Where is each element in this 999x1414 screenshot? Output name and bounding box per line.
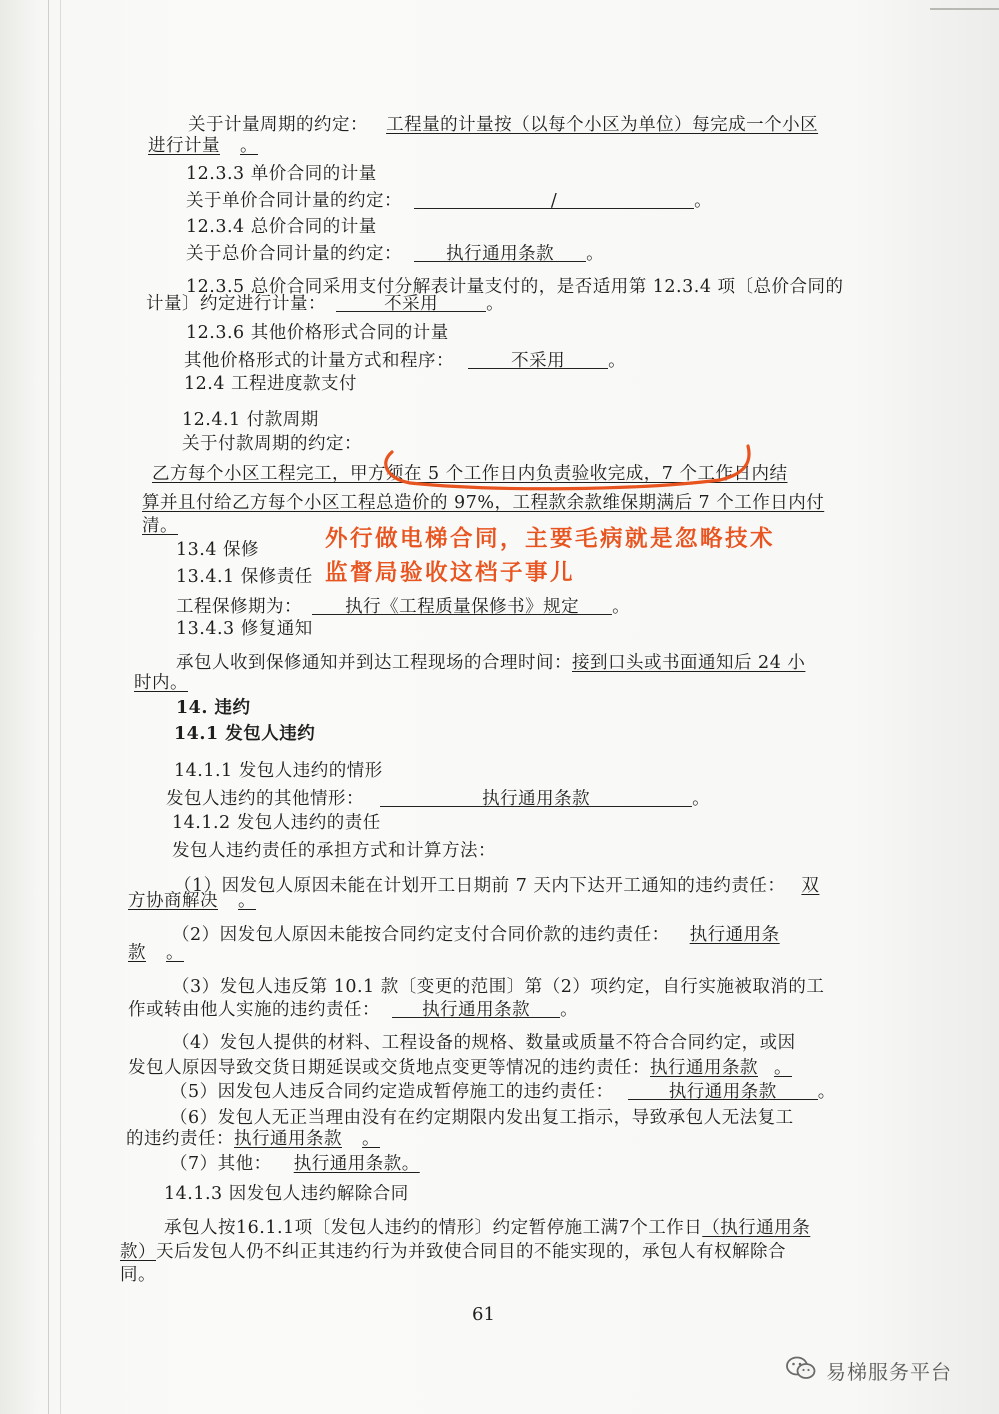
underlined-value: 双 <box>801 876 820 896</box>
scan-edge-line <box>48 0 49 1414</box>
text-line <box>186 190 712 212</box>
underlined-value: 执行通用条款 <box>650 1058 758 1078</box>
text-line <box>176 652 805 674</box>
fill-blank: / <box>414 190 694 209</box>
underlined-value: （执行通用条 <box>702 1218 811 1238</box>
underlined-value: 。 <box>401 1154 420 1174</box>
line-text: （1）因发包人原因未能在计划开工日期前 7 天内下达开工通知的违约责任： <box>174 876 786 896</box>
text-line <box>148 135 258 157</box>
text-line: （6）发包人无正当理由没有在约定期限内发出复工指示，导致承包人无法复工 <box>170 1108 794 1128</box>
underlined-value: 执行通用条款 <box>234 1129 342 1149</box>
text-line <box>176 596 630 618</box>
text-line <box>128 1057 792 1079</box>
line-text: 。 <box>612 597 631 617</box>
section-heading: 13.4.3 修复通知 <box>176 619 313 639</box>
line-text: 关于单价合同计量的约定： <box>186 191 402 211</box>
text-line <box>184 350 626 372</box>
fill-blank: 执行通用条款 <box>380 788 692 807</box>
underlined-value: 款 <box>128 943 146 963</box>
text-line: 发包人违约责任的承担方式和计算方法： <box>172 841 496 861</box>
line-text: （5）因发包人违反合同约定造成暂停施工的违约责任： <box>170 1082 614 1102</box>
underlined-value: 进行计量 <box>148 136 220 156</box>
page-number: 61 <box>472 1304 495 1325</box>
line-text: 。 <box>608 351 627 371</box>
text-line: （3）发包人违反第 10.1 款〔变更的范围〕第（2）项约定，自行实施被取消的工 <box>172 977 825 997</box>
section-heading: 14.1 发包人违约 <box>174 724 316 744</box>
text-line <box>146 293 504 315</box>
line-text: 承包人按16.1.1项〔发包人违约的情形〕约定暂停施工满7个工作日 <box>164 1218 703 1238</box>
line-text: 的违约责任： <box>126 1129 234 1149</box>
text-line: 12.3.5 总价合同采用支付分解表计量支付的，是否适用第 12.3.4 项〔总价合同的 <box>186 277 844 297</box>
text-line <box>166 788 710 810</box>
text-line <box>164 1217 810 1239</box>
line-text: 。 <box>486 294 505 314</box>
underlined-value: 。 <box>774 1058 792 1078</box>
underlined-value: 。 <box>240 136 258 156</box>
text-line <box>128 999 578 1021</box>
line-text: （7）其他： <box>170 1154 272 1174</box>
fill-blank: 执行《工程质量保修书》规定 <box>312 596 612 615</box>
underlined-value: 款） <box>120 1242 156 1262</box>
fill-blank: 不采用 <box>468 350 608 369</box>
text-line <box>126 1128 380 1150</box>
scan-mark <box>930 8 999 10</box>
text-line <box>170 1081 836 1103</box>
section-heading: 12.4.1 付款周期 <box>182 410 319 430</box>
line-text: 发包人原因导致交货日期延误或交货地点变更等情况的违约责任： <box>128 1058 650 1078</box>
section-heading: 12.3.6 其他价格形式合同的计量 <box>186 323 449 343</box>
wechat-icon <box>786 1355 816 1385</box>
line-text: 工程保修期为： <box>176 597 302 617</box>
text-line: 同。 <box>120 1265 156 1285</box>
section-heading: 13.4.1 保修责任 <box>176 567 313 587</box>
underlined-value: 方协商解决 <box>128 891 218 911</box>
text-line <box>172 924 780 946</box>
line-text: （2）因发包人原因未能按合同约定支付合同价款的违约责任： <box>172 925 670 945</box>
section-heading: 14.1.3 因发包人违约解除合同 <box>164 1184 409 1204</box>
underlined-value: 。 <box>362 1129 380 1149</box>
fill-blank: 执行通用条款 <box>414 243 586 262</box>
underlined-value: 。 <box>238 891 256 911</box>
line-text: 。 <box>692 789 711 809</box>
line-text: 其他价格形式的计量方式和程序： <box>184 351 454 371</box>
scan-edge-line <box>60 0 61 1414</box>
watermark <box>786 1355 952 1385</box>
line-text: 天后发包人仍不纠正其违约行为并致使合同目的不能实现的，承包人有权解除合 <box>156 1242 786 1262</box>
text-line <box>120 1241 786 1263</box>
text-line: 清。 <box>142 516 178 536</box>
fill-blank: 执行通用条款 <box>392 999 560 1018</box>
text-line <box>188 114 818 136</box>
line-text: 计量〕约定进行计量： <box>146 294 326 314</box>
line-text: 。 <box>560 1000 579 1020</box>
text-line <box>128 890 256 912</box>
line-text: 发包人违约的其他情形： <box>166 789 364 809</box>
underlined-value: 工程量的计量按（以每个小区为单位）每完成一个小区 <box>386 115 819 135</box>
text-line: （4）发包人提供的材料、工程设备的规格、数量或质量不符合合同约定，或因 <box>172 1033 796 1053</box>
line-text: 关于计量周期的约定： <box>188 115 368 135</box>
text-line <box>186 243 604 265</box>
section-heading: 12.3.4 总价合同的计量 <box>186 217 377 237</box>
section-heading: 12.3.3 单价合同的计量 <box>186 164 377 184</box>
line-text: 。 <box>586 244 605 264</box>
underlined-value: 执行通用条 <box>689 925 780 945</box>
text-line: 时内。 <box>134 673 188 693</box>
underlined-value: 。 <box>166 943 184 963</box>
text-line: 关于付款周期的约定： <box>182 434 362 454</box>
section-heading: 13.4 保修 <box>176 540 260 560</box>
annotation-text: 监督局验收这档子事儿 <box>325 560 576 586</box>
line-text: 承包人收到保修通知并到达工程现场的合理时间： <box>176 653 572 673</box>
section-heading: 14. 违约 <box>176 698 251 718</box>
text-line <box>128 942 184 964</box>
section-heading: 14.1.1 发包人违约的情形 <box>174 761 383 781</box>
section-heading: 12.4 工程进度款支付 <box>184 374 358 394</box>
fill-blank: 执行通用条款 <box>628 1081 818 1100</box>
line-text: 关于总价合同计量的约定： <box>186 244 402 264</box>
annotation-text: 外行做电梯合同，主要毛病就是忽略技术 <box>325 526 776 552</box>
text-line: 算并且付给乙方每个小区工程总造价的 97%，工程款余款维保期满后 7 个工作日内付 <box>142 493 825 513</box>
section-heading: 14.1.2 发包人违约的责任 <box>172 813 381 833</box>
text-line <box>170 1153 420 1175</box>
line-text: 。 <box>694 191 713 211</box>
text-line <box>174 875 819 897</box>
underlined-value: 执行通用条款 <box>293 1154 402 1174</box>
text-line: 乙方每个小区工程完工，甲方须在 5 个工作日内负责验收完成，7 个工作日内结 <box>152 464 788 484</box>
fill-blank: 不采用 <box>336 293 486 312</box>
line-text: 作或转由他人实施的违约责任： <box>128 1000 380 1020</box>
watermark-text: 易梯服务平台 <box>826 1359 952 1384</box>
underlined-value: 接到口头或书面通知后 24 小 <box>572 653 806 673</box>
line-text: 。 <box>817 1082 836 1102</box>
